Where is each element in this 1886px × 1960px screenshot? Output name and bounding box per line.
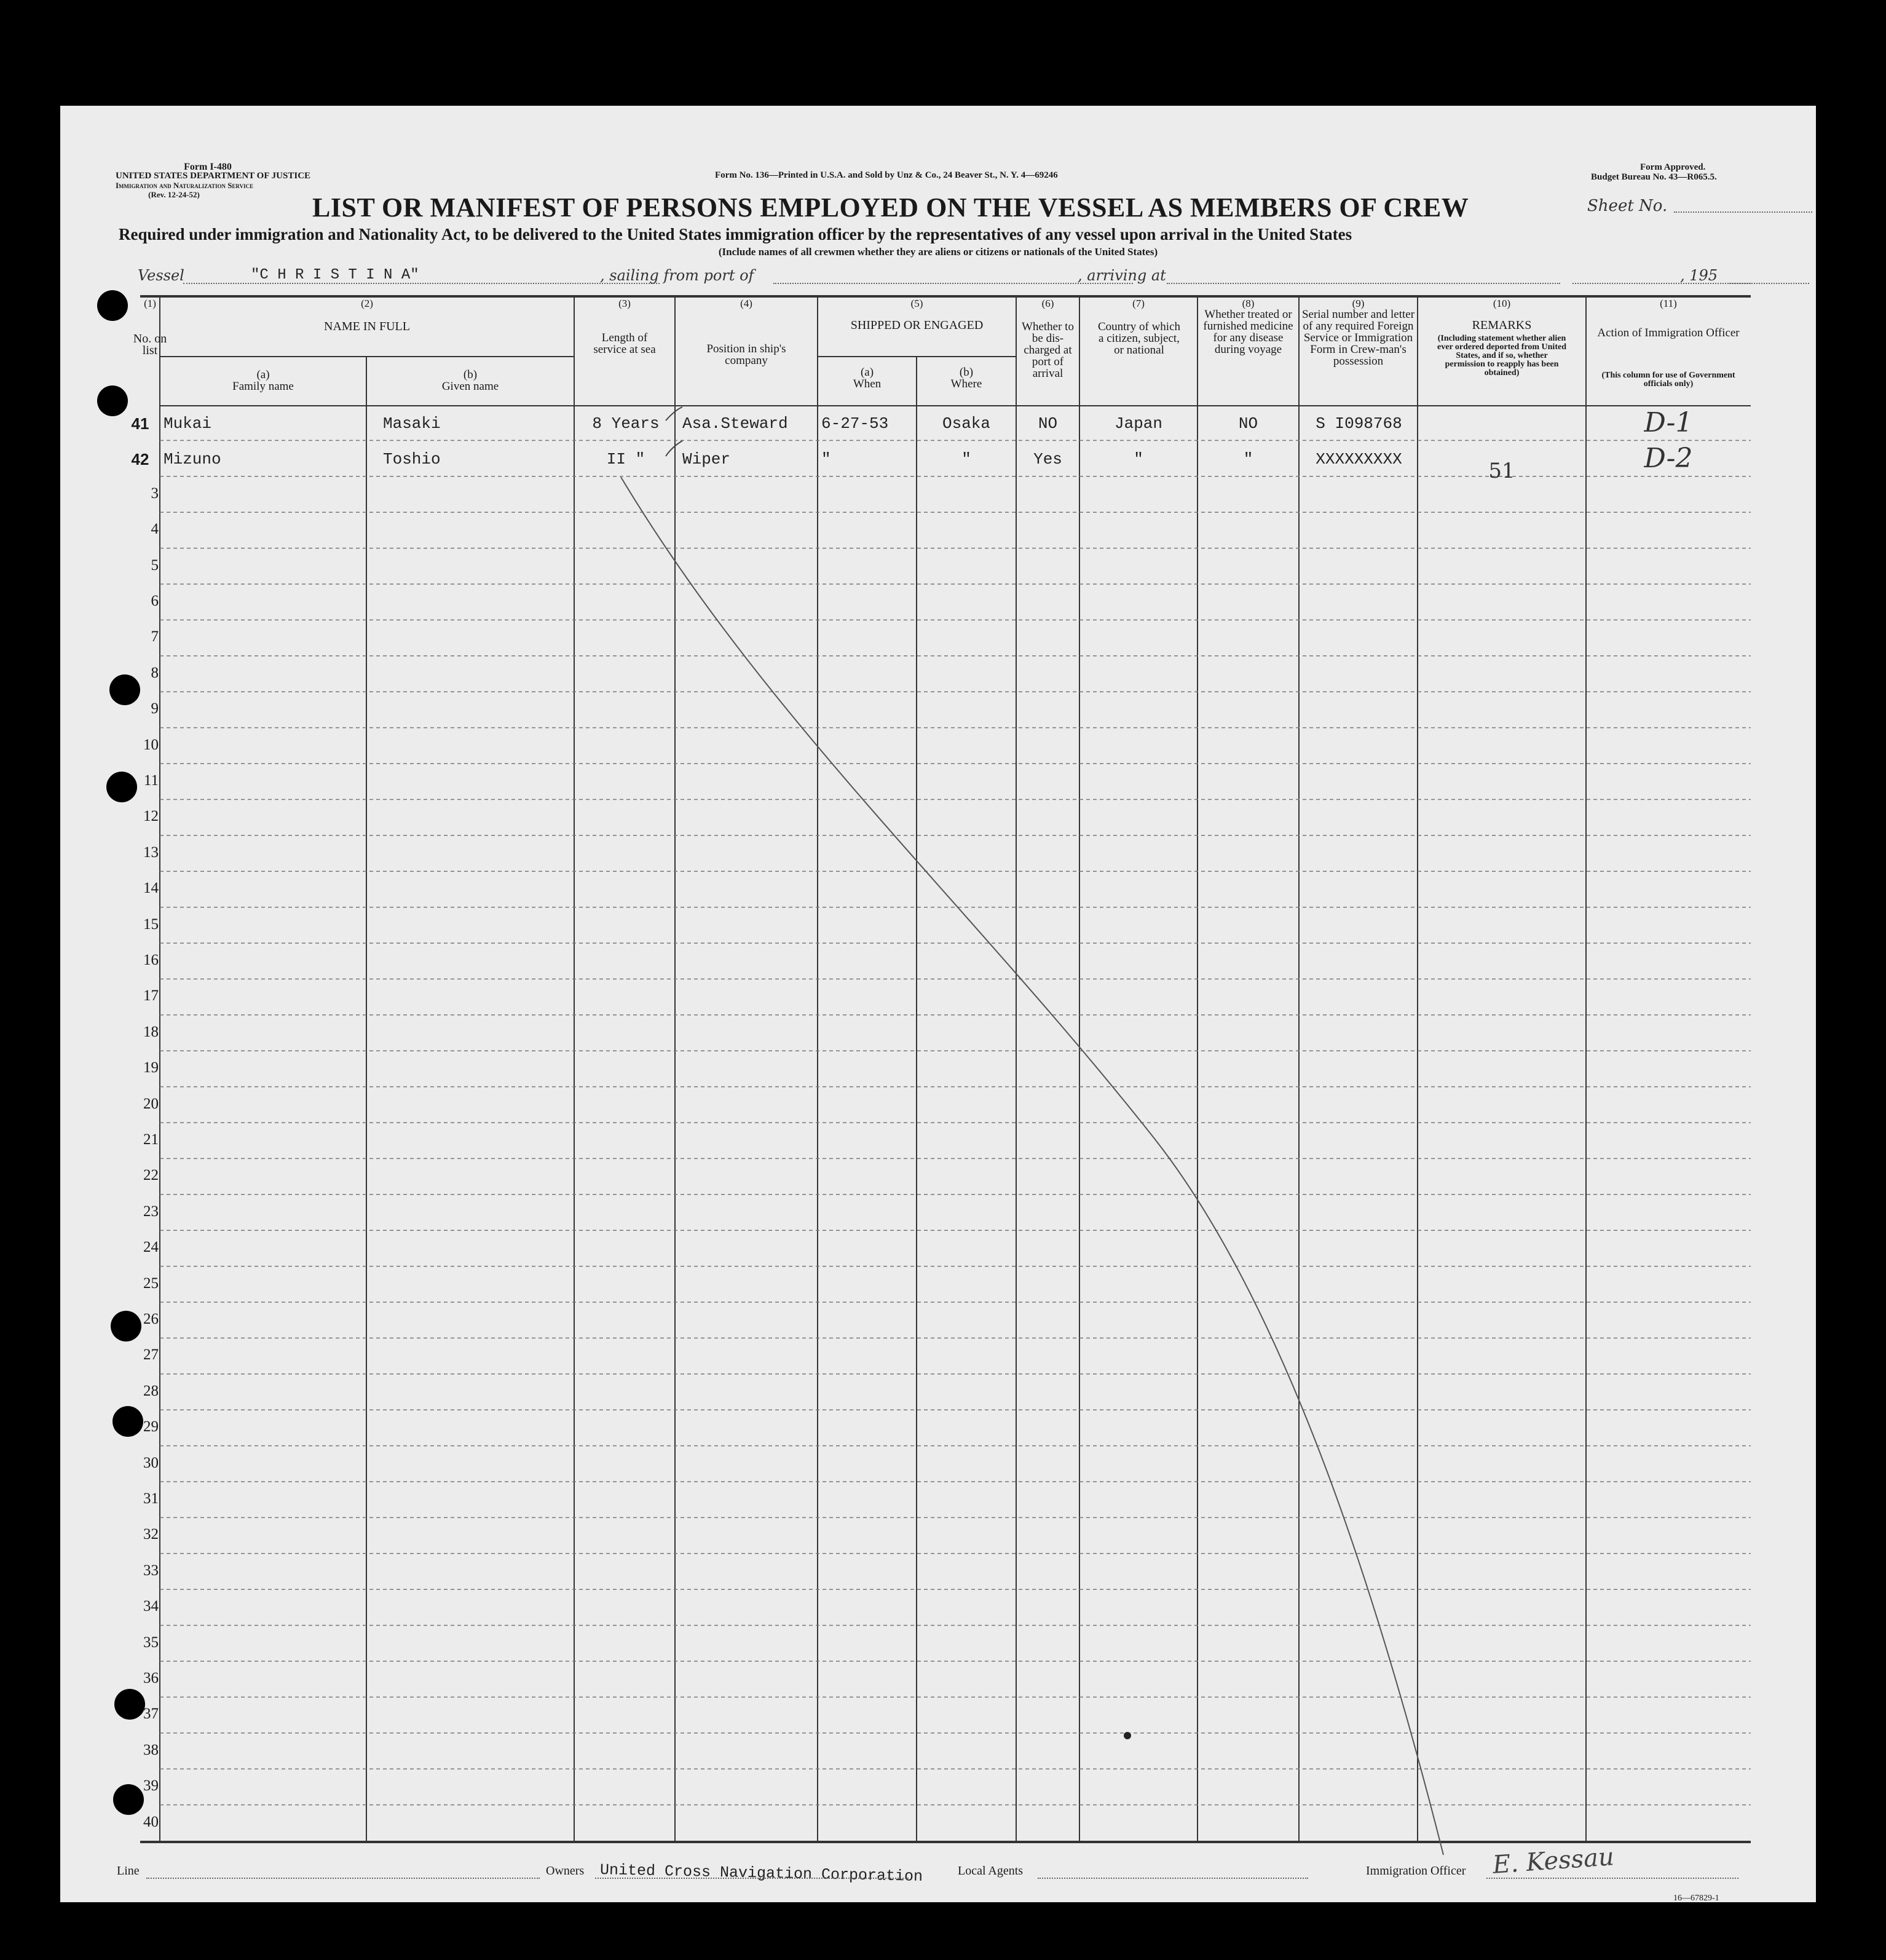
cell-family: Mizuno — [164, 450, 221, 469]
col-head-where: Where — [950, 377, 982, 390]
col-head-remarks-sub: (Including statement whether alien ever ordered deported from United States, and if so, whether permission to reapply has been obtained) — [1437, 334, 1566, 377]
row-number: 8 — [151, 664, 159, 681]
col-head-where-num: (b) — [959, 366, 974, 379]
cell-discharged: NO — [1038, 414, 1058, 433]
cell-no: 42 — [131, 450, 149, 469]
cell-discharged: Yes — [1033, 450, 1062, 469]
row-number: 31 — [143, 1490, 159, 1507]
officer-label: Immigration Officer — [1366, 1864, 1466, 1878]
col-head-position: Position in ship's company — [706, 342, 786, 367]
col-head-discharged: Whether to be dis-charged at port of arrival — [1022, 320, 1074, 380]
cell-serial: XXXXXXXXX — [1316, 450, 1402, 469]
row-number: 34 — [143, 1598, 159, 1615]
officer-signature: E. Kessau — [1491, 1843, 1616, 1879]
sailing-label: , sailing from port of — [600, 267, 754, 284]
col-num-7: (7) — [1132, 298, 1145, 309]
col-head-given-num: (b) — [463, 368, 478, 381]
ink-spot — [1124, 1732, 1131, 1739]
row-number: 15 — [143, 915, 159, 933]
printer-line: Form No. 136—Printed in U.S.A. and Sold by Unz & Co., 24 Beaver St., N. Y. 4—69246 — [715, 170, 1058, 180]
col-head-service: Length of service at sea — [593, 331, 656, 356]
row-number: 30 — [143, 1454, 159, 1471]
cell-action: D-2 — [1644, 443, 1693, 475]
col-num-10: (10) — [1493, 298, 1511, 309]
col-head-serial: Serial number and letter of any required Foreign Service or Immigration Form in Crew-man's possession — [1301, 308, 1415, 368]
punch-hole — [112, 1406, 143, 1437]
owners-label: Owners — [546, 1864, 585, 1878]
punch-hole — [113, 1784, 144, 1815]
cell-no: 41 — [131, 414, 149, 433]
line-dots — [146, 1878, 540, 1879]
row-number: 28 — [143, 1382, 159, 1399]
col-head-when-num: (a) — [860, 366, 874, 379]
row-number: 26 — [143, 1311, 159, 1327]
cell-position: Asa.Steward — [682, 414, 788, 433]
row-number: 6 — [151, 593, 159, 609]
punch-hole — [109, 674, 140, 705]
col-head-shipped: SHIPPED OR ENGAGED — [850, 318, 984, 332]
agents-label: Local Agents — [958, 1864, 1024, 1878]
col-head-number: No. on list — [133, 332, 167, 357]
cell-when: 6-27-53 — [821, 414, 889, 433]
row-number: 35 — [143, 1634, 159, 1651]
row-number: 13 — [143, 844, 159, 861]
cell-serial: S I098768 — [1316, 414, 1402, 433]
col-num-1: (1) — [144, 298, 156, 309]
row-number: 19 — [143, 1059, 159, 1077]
col-num-2: (2) — [361, 298, 373, 309]
col-head-country: Country of which a citizen, subject, or national — [1097, 320, 1181, 357]
cell-treated: NO — [1238, 414, 1258, 433]
cell-action: D-1 — [1644, 407, 1693, 438]
col-head-family-num: (a) — [256, 368, 270, 381]
punch-hole — [97, 290, 128, 321]
budget-bureau: Budget Bureau No. 43—R065.5. — [1591, 172, 1717, 182]
cell-service: II " — [606, 450, 645, 469]
row-number: 7 — [151, 628, 159, 646]
form-code: 16—67829-1 — [1673, 1894, 1719, 1902]
cell-given: Toshio — [383, 450, 441, 469]
col-head-family: Family name — [232, 380, 294, 393]
row-number: 27 — [143, 1346, 159, 1364]
col-head-treated: Whether treated or furnished medicine for any disease during voyage — [1203, 308, 1293, 356]
col-head-given: Given name — [441, 380, 499, 393]
col-head-action-sub: (This column for use of Government officials only) — [1601, 371, 1735, 389]
row-number: 40 — [143, 1813, 159, 1830]
row-number: 14 — [143, 880, 159, 897]
arriving-label: , arriving at — [1078, 267, 1166, 284]
punch-hole — [106, 772, 137, 802]
row-number: 33 — [143, 1562, 159, 1579]
row-number: 18 — [143, 1023, 159, 1040]
cell-where: Osaka — [942, 414, 990, 433]
row-number: 29 — [143, 1418, 159, 1436]
cell-family: Mukai — [164, 414, 212, 433]
row-number: 11 — [143, 772, 159, 789]
row-number: 24 — [143, 1239, 159, 1256]
col-num-8: (8) — [1242, 298, 1255, 309]
page-title: LIST OR MANIFEST OF PERSONS EMPLOYED ON THE VESSEL AS MEMBERS OF CREW — [312, 192, 1469, 223]
punch-hole — [114, 1689, 145, 1720]
row-number: 5 — [151, 556, 159, 574]
row-number: 9 — [151, 700, 159, 717]
col-num-5: (5) — [910, 298, 923, 309]
col-head-when: When — [853, 377, 882, 390]
year-label: , 195 — [1680, 267, 1718, 284]
col-num-6: (6) — [1041, 298, 1054, 309]
row-number: 36 — [143, 1670, 159, 1686]
cell-country: " — [1134, 450, 1143, 469]
col-num-4: (4) — [740, 298, 752, 309]
row-number: 38 — [143, 1741, 159, 1758]
row-number: 22 — [143, 1167, 159, 1184]
department-name: UNITED STATES DEPARTMENT OF JUSTICE — [116, 171, 311, 181]
col-head-name: NAME IN FULL — [324, 320, 410, 333]
cell-where: " — [961, 450, 971, 469]
service-name: Immigration and Naturalization Service — [116, 181, 254, 190]
owners-dots — [595, 1878, 909, 1879]
page-subtitle: Required under immigration and Nationality Act, to be delivered to the United States immigration officer by the representatives of any vessel upon arrival in the United States — [119, 225, 1352, 243]
col-head-action: Action of Immigration Officer — [1597, 326, 1740, 339]
form-number: Form I-480 — [184, 162, 232, 172]
row-number: 23 — [143, 1203, 159, 1220]
col-num-3: (3) — [618, 298, 631, 309]
row-number: 25 — [143, 1274, 159, 1292]
col-num-11: (11) — [1660, 298, 1677, 309]
vessel-name: "C H R I S T I N A" — [251, 267, 419, 283]
officer-dots — [1486, 1878, 1738, 1879]
sheet-no-label: Sheet No. — [1587, 197, 1668, 215]
cell-treated: " — [1243, 450, 1253, 469]
form-approved: Form Approved. — [1640, 162, 1706, 172]
row-number: 3 — [151, 484, 159, 502]
col-num-9: (9) — [1352, 298, 1365, 309]
row-number: 21 — [143, 1131, 159, 1148]
cell-service: 8 Years — [592, 414, 660, 433]
instruction-note: (Include names of all crewmen whether they are aliens or citizens or nationals of the United States) — [718, 246, 1158, 258]
line-label: Line — [117, 1864, 140, 1878]
row-number: 32 — [143, 1526, 159, 1543]
row-number: 16 — [143, 952, 159, 968]
row-number: 37 — [143, 1705, 159, 1723]
cell-remarks: 51 — [1488, 459, 1515, 484]
row-number: 20 — [143, 1095, 159, 1112]
owners-value: United Cross Navigation Corporation — [599, 1861, 923, 1886]
punch-hole — [97, 385, 128, 416]
vessel-label: Vessel — [138, 267, 184, 284]
revision-date: (Rev. 12-24-52) — [148, 190, 200, 199]
row-number: 17 — [143, 987, 159, 1005]
row-number: 10 — [143, 736, 159, 753]
cell-given: Masaki — [383, 414, 441, 433]
manifest-page — [60, 106, 1816, 1902]
row-number: 39 — [143, 1777, 159, 1795]
punch-hole — [111, 1311, 141, 1342]
cell-when: " — [821, 450, 831, 469]
agents-dots — [1038, 1878, 1308, 1879]
row-number: 4 — [151, 521, 159, 538]
col-head-remarks: REMARKS — [1472, 318, 1532, 332]
cell-country: Japan — [1114, 414, 1162, 433]
cell-position: Wiper — [682, 450, 731, 469]
row-number: 12 — [143, 808, 159, 825]
